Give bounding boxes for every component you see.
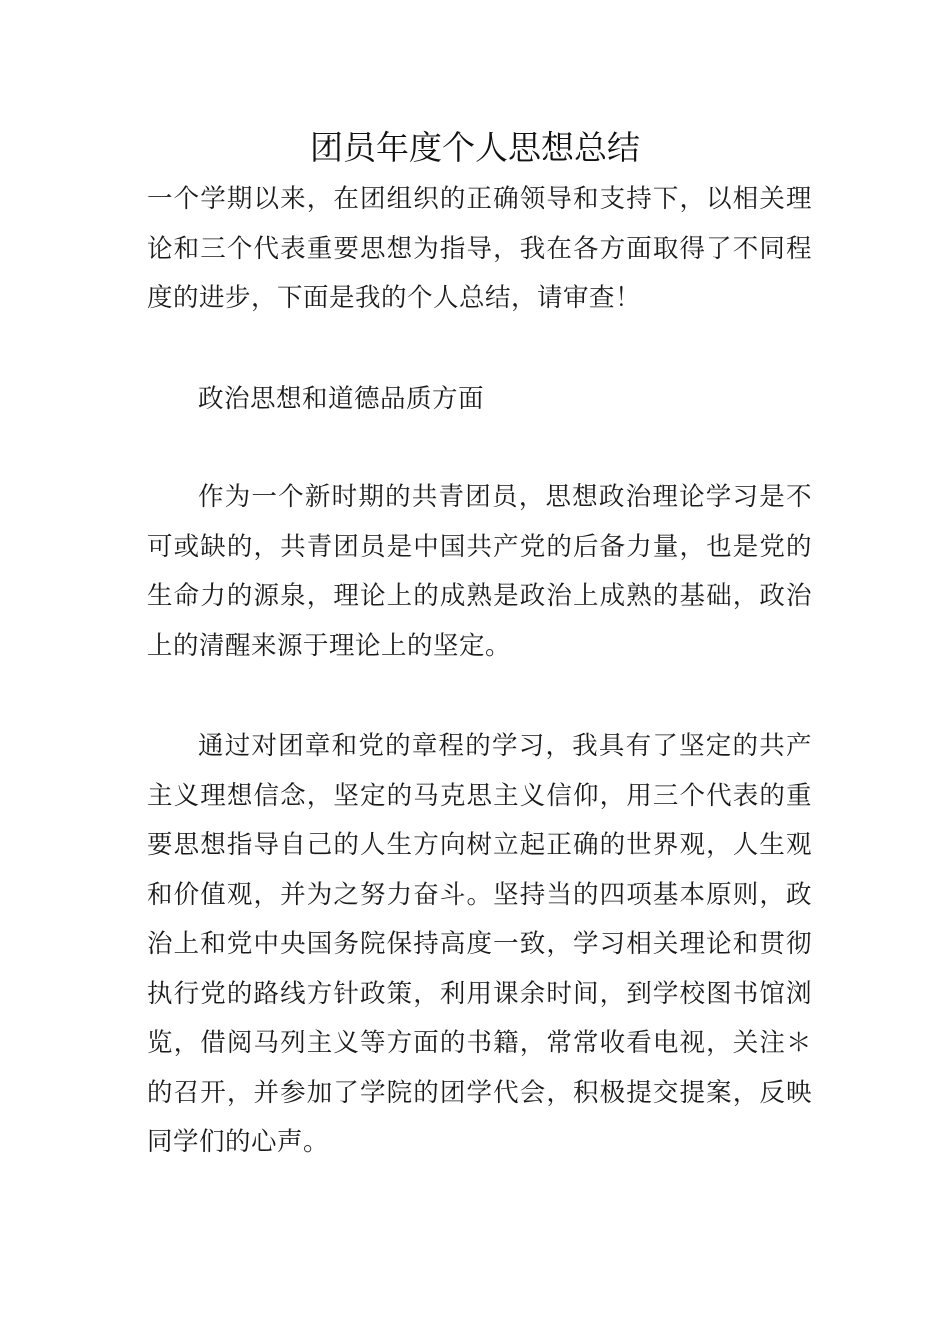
body-paragraph: 通过对团章和党的章程的学习，我具有了坚定的共产主义理想信念，坚定的马克思主义信仰，用三个代表的重要思想指导自己的人生方向树立起正确的世界观，人生观和价值观，并为之努力奋斗。坚持当的四项基本原则，政治上和党中央国务院保持高度一致，学习相关理论和贯彻执行党的路线方针政策，利用课余时间，到学校图书馆浏览，借阅马列主义等方面的书籍，常常收看电视，关注＊的召开，并参加了学院的团学代会，积极提交提案，反映同学们的心声。 xyxy=(147,731,812,1157)
section-heading: 政治思想和道德品质方面 xyxy=(198,384,485,414)
document-title: 团员年度个人思想总结 xyxy=(310,128,640,167)
intro-paragraph: 一个学期以来，在团组织的正确领导和支持下，以相关理论和三个代表重要思想为指导，我在各方面取得了不同程度的进步，下面是我的个人总结，请审查！ xyxy=(147,184,812,313)
body-paragraph: 作为一个新时期的共青团员，思想政治理论学习是不可或缺的，共青团员是中国共产党的后备力量，也是党的生命力的源泉，理论上的成熟是政治上成熟的基础，政治上的清醒来源于理论上的坚定。 xyxy=(147,482,812,661)
